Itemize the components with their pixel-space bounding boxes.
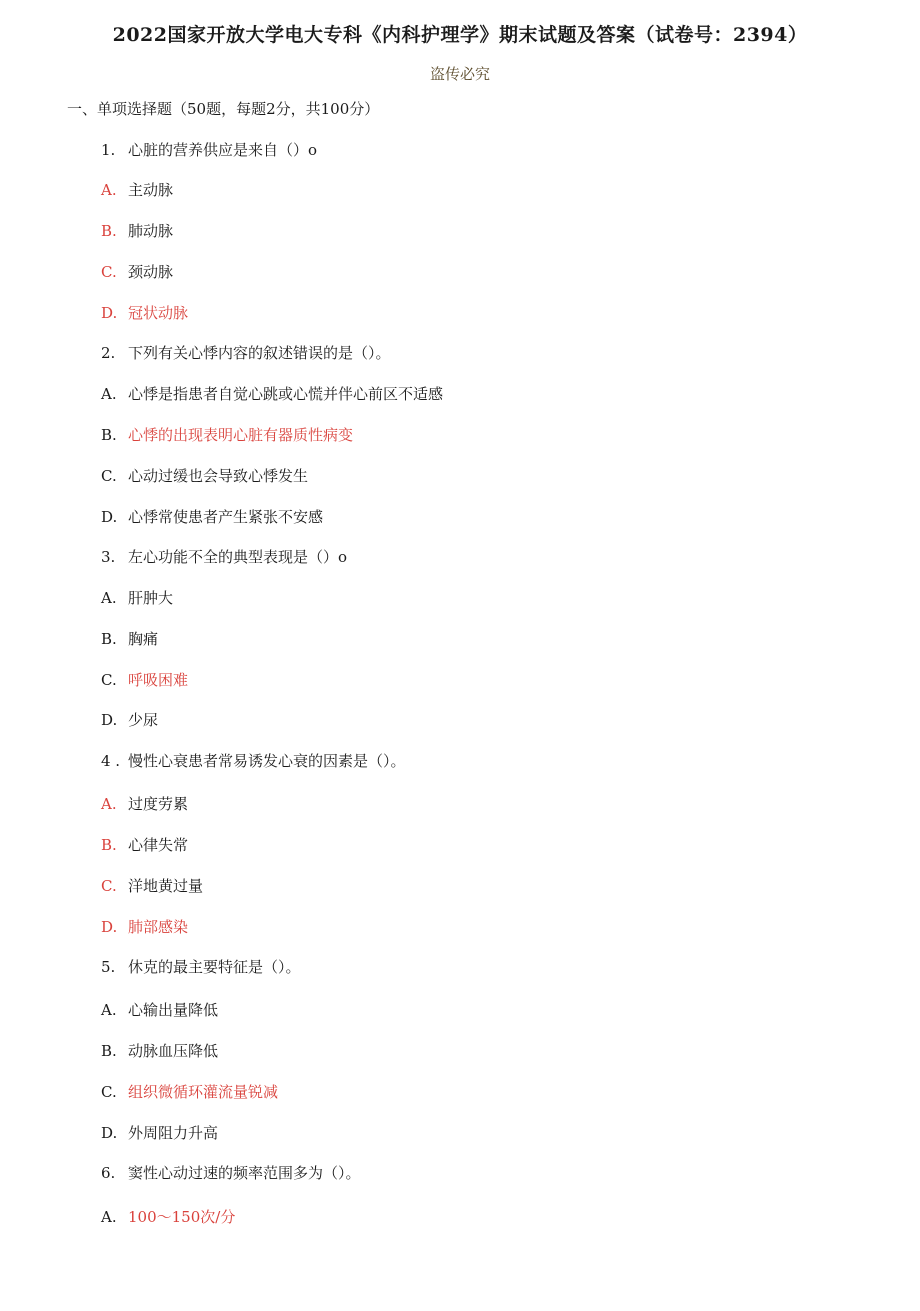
option-text: 动脉血压降低: [128, 1042, 219, 1060]
question-1: [101, 140, 317, 160]
option-1b: [101, 221, 173, 241]
option-text: 心律失常: [128, 836, 189, 854]
option-text-answer: 呼吸困难: [128, 671, 189, 689]
option-4b: [101, 835, 188, 855]
option-text: 心悸是指患者自觉心跳或心慌并伴心前区不适感: [128, 385, 444, 403]
option-text: 主动脉: [128, 181, 174, 199]
option-6a: [101, 1207, 235, 1227]
option-text: 外周阻力升高: [128, 1124, 219, 1142]
option-letter: A.: [101, 385, 117, 403]
option-letter: B.: [101, 836, 117, 854]
option-letter: D.: [101, 508, 118, 526]
option-3c: [101, 670, 188, 690]
option-text-answer: 心悸的出现表明心脏有器质性病变: [128, 426, 354, 444]
option-5d: [101, 1123, 218, 1143]
question-number: 4 .: [101, 752, 121, 770]
option-text: 过度劳累: [128, 795, 189, 813]
option-text-answer: 冠状动脉: [128, 304, 189, 322]
option-text: 洋地黄过量: [128, 877, 204, 895]
option-text: 心输出量降低: [128, 1001, 219, 1019]
question-text: 休克的最主要特征是（）。: [128, 958, 301, 976]
option-letter: C.: [101, 1083, 117, 1101]
option-letter: B.: [101, 222, 117, 240]
option-4a: [101, 794, 188, 814]
option-letter: A.: [101, 1208, 117, 1226]
question-4: [101, 751, 406, 771]
page-subtitle: 盗传必究: [429, 65, 490, 83]
option-text: 心悸常使患者产生紧张不安感: [128, 508, 324, 526]
option-2d: [101, 507, 323, 527]
option-text: 肺动脉: [128, 222, 174, 240]
option-letter: C.: [101, 671, 117, 689]
option-letter: A.: [101, 181, 117, 199]
question-3: [101, 547, 347, 567]
option-text: 胸痛: [128, 630, 159, 648]
option-5c: [101, 1082, 278, 1102]
option-letter: D.: [101, 1124, 118, 1142]
question-text: 下列有关心悸内容的叙述错误的是（）。: [128, 344, 391, 362]
option-2a: [101, 384, 443, 404]
question-number: 6.: [101, 1164, 116, 1182]
option-text: 心动过缓也会导致心悸发生: [128, 467, 309, 485]
question-text: 左心功能不全的典型表现是（）o: [128, 548, 348, 566]
option-2c: [101, 466, 308, 486]
question-text: 慢性心衰患者常易诱发心衰的因素是（）。: [128, 752, 406, 770]
option-letter: B.: [101, 630, 117, 648]
option-3b: [101, 629, 158, 649]
option-letter: C.: [101, 263, 117, 281]
option-1a: [101, 180, 173, 200]
option-4d: [101, 917, 188, 937]
option-letter: B.: [101, 426, 117, 444]
option-5b: [101, 1041, 218, 1061]
option-text-answer: 肺部感染: [128, 918, 189, 936]
question-number: 2.: [101, 344, 116, 362]
question-number: 5.: [101, 958, 116, 976]
option-text-answer: 100〜150次/分: [128, 1208, 236, 1226]
section-heading: 一、单项选择题（50题，每题2分，共100分）: [67, 100, 380, 118]
option-1c: [101, 262, 173, 282]
question-5: [101, 957, 301, 977]
question-number: 3.: [101, 548, 116, 566]
question-6: [101, 1163, 361, 1183]
question-text: 心脏的营养供应是来自（）o: [128, 141, 318, 159]
question-number: 1.: [101, 141, 116, 159]
option-2b: [101, 425, 353, 445]
option-text: 肝肿大: [128, 589, 174, 607]
option-5a: [101, 1000, 218, 1020]
option-letter: C.: [101, 877, 117, 895]
option-letter: D.: [101, 918, 118, 936]
option-text: 少尿: [128, 711, 159, 729]
option-4c: [101, 876, 203, 896]
option-letter: A.: [101, 589, 117, 607]
option-letter: B.: [101, 1042, 117, 1060]
option-text-answer: 组织微循环灌流量锐减: [128, 1083, 279, 1101]
option-letter: C.: [101, 467, 117, 485]
page-title: 2022国家开放大学电大专科《内科护理学》期末试题及答案（试卷号：2394）: [112, 24, 808, 46]
option-1d: [101, 303, 188, 323]
option-letter: D.: [101, 304, 118, 322]
option-letter: A.: [101, 1001, 117, 1019]
option-letter: D.: [101, 711, 118, 729]
option-letter: A.: [101, 795, 117, 813]
question-text: 窦性心动过速的频率范围多为（）。: [128, 1164, 361, 1182]
option-3a: [101, 588, 173, 608]
option-text: 颈动脉: [128, 263, 174, 281]
question-2: [101, 343, 391, 363]
option-3d: [101, 710, 158, 730]
